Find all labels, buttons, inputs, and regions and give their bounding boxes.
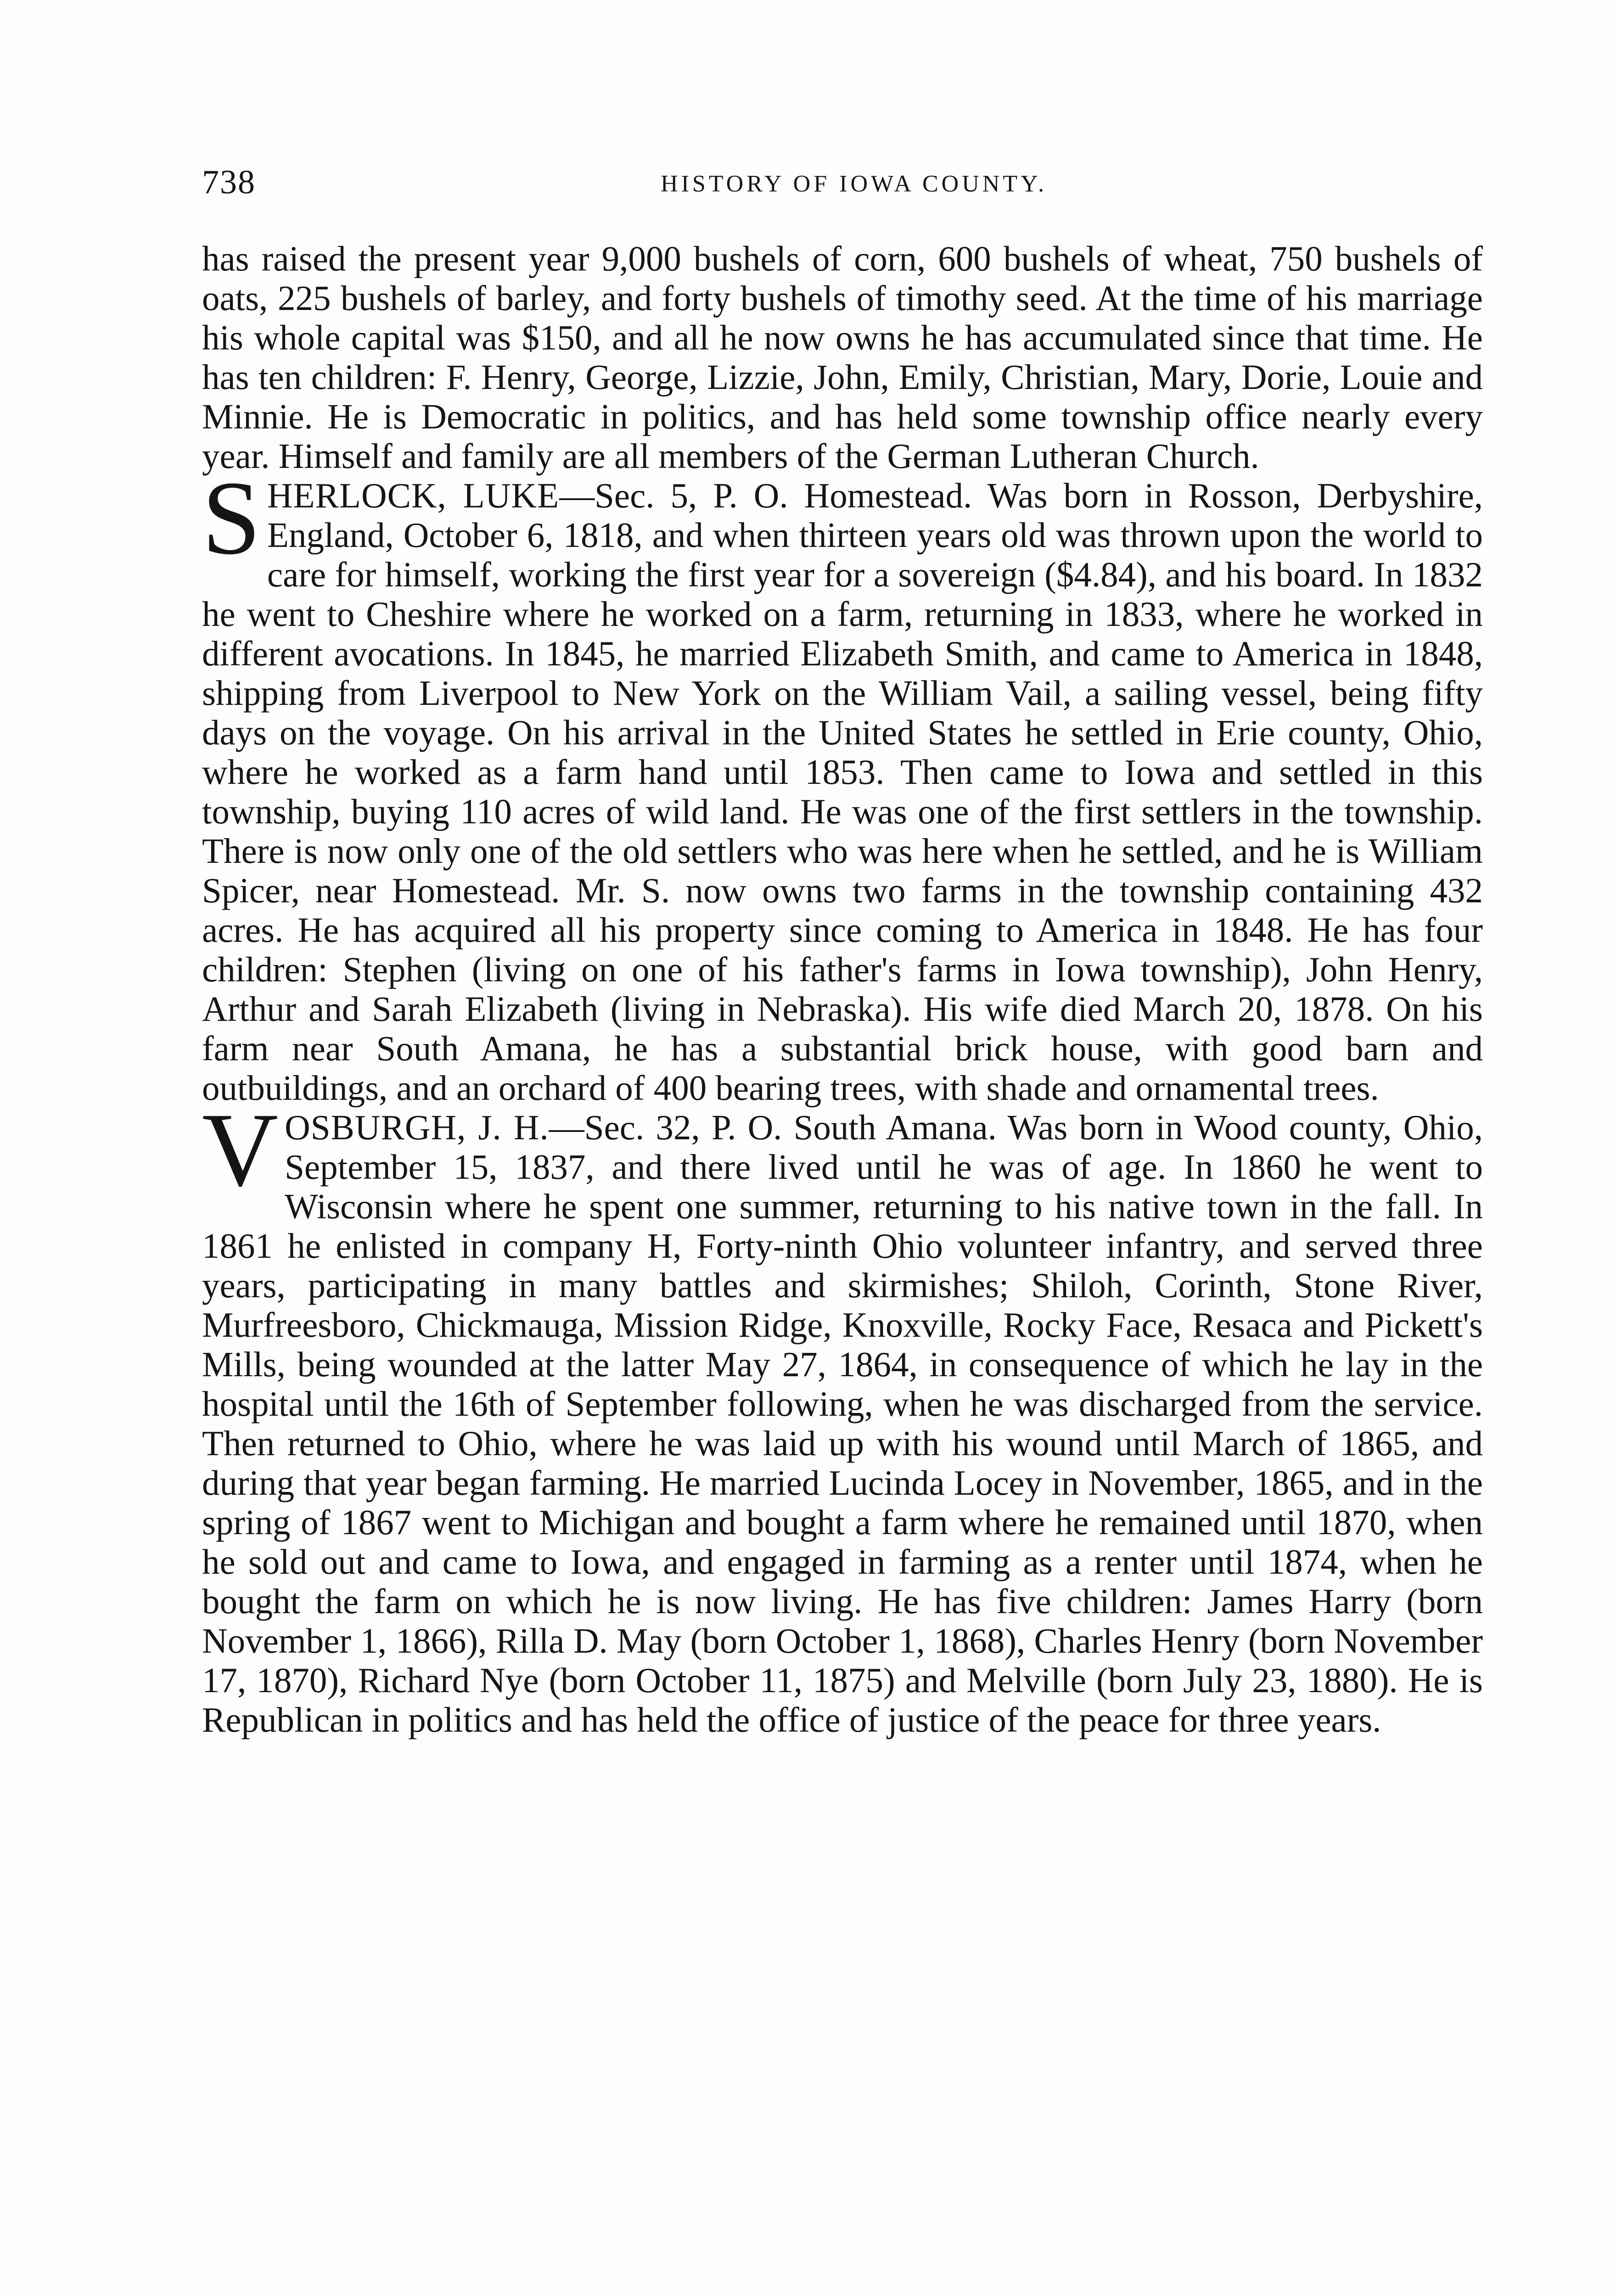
page-number: 738: [202, 163, 256, 201]
drop-cap-initial: S: [202, 459, 261, 576]
continuation-paragraph: has raised the present year 9,000 bushels of corn, 600 bushels of wheat, 750 bushels of oats, 225 bushels of barley, and forty bushels of timothy seed. At the time of his marriage his whole capital was $150, and all he now owns he has accumulated since that time. He has ten children: F. Henry, George, Lizzie, John, Emily, Christian, Mary, Dorie, Louie and Minnie. He is Democratic in politics, and has held some township office nearly every year. Himself and family are all members of the German Lutheran Church.: [202, 239, 1483, 476]
body-text: [202, 239, 1483, 1739]
entry-heading: HERLOCK, LUKE: [267, 476, 560, 515]
entry-body: —Sec. 32, P. O. South Amana. Was born in Wood county, Ohio, September 15, 1837, and there lived until he was of age. In 1860 he went to Wisconsin where he spent one summer, returning to his native town in the fall. In 1861 he enlisted in company H, Forty-ninth Ohio volunteer infantry, and served three years, participating in many battles and skirmishes; Shiloh, Corinth, Stone River, Murfreesboro, Chickmauga, Mission Ridge, Knoxville, Rocky Face, Resaca and Pickett's Mills, being wounded at the latter May 27, 1864, in consequence of which he lay in the hospital until the 16th of September following, when he was discharged from the service. Then returned to Ohio, where he was laid up with his wound until March of 1865, and during that year began farming. He married Lucinda Locey in November, 1865, and in the spring of 1867 went to Michigan and bought a farm where he remained until 1870, when he sold out and came to Iowa, and engaged in farming as a renter until 1874, when he bought the farm on which he is now living. He has five children: James Harry (born November 1, 1866), Rilla D. May (born October 1, 1868), Charles Henry (born November 17, 1870), Richard Nye (born October 11, 1875) and Melville (born July 23, 1880). He is Republican in politics and has held the office of justice of the peace for three years.: [202, 1108, 1483, 1739]
entry-heading: OSBURGH, J. H.: [285, 1108, 549, 1147]
running-title: HISTORY OF IOWA COUNTY.: [661, 171, 1047, 197]
running-header: [202, 163, 1506, 214]
biography-entry-sherlock: [202, 459, 1483, 1108]
entry-body: —Sec. 5, P. O. Homestead. Was born in Rosson, Derbyshire, England, October 6, 1818, and when thirteen years old was thrown upon the world to care for himself, working the first year for a sovereign ($4.84), and his board. In 1832 he went to Cheshire where he worked on a farm, returning in 1833, where he worked in different avocations. In 1845, he married Elizabeth Smith, and came to America in 1848, shipping from Liverpool to New York on the William Vail, a sailing vessel, being fifty days on the voyage. On his arrival in the United States he settled in Erie county, Ohio, where he worked as a farm hand until 1853. Then came to Iowa and settled in this township, buying 110 acres of wild land. He was one of the first settlers in the township. There is now only one of the old settlers who was here when he settled, and he is William Spicer, near Homestead. Mr. S. now owns two farms in the township containing 432 acres. He has acquired all his property since coming to America in 1848. He has four children: Stephen (living on one of his father's farms in Iowa township), John Henry, Arthur and Sarah Elizabeth (living in Nebraska). His wife died March 20, 1878. On his farm near South Amana, he has a substantial brick house, with good barn and outbuildings, and an orchard of 400 bearing trees, with shade and ornamental trees.: [202, 476, 1483, 1108]
biography-entry-vosburgh: [202, 1091, 1483, 1739]
drop-cap-initial: V: [202, 1091, 279, 1208]
